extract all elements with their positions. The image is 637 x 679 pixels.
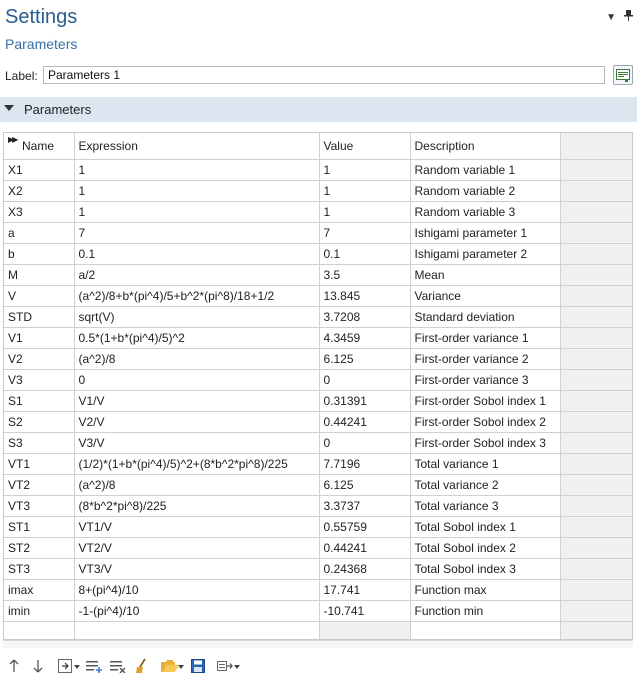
cell-name[interactable]: ST2 xyxy=(4,537,74,558)
cell-name[interactable]: imax xyxy=(4,579,74,600)
cell-expression[interactable]: (a^2)/8 xyxy=(74,474,319,495)
cell-name[interactable]: ST3 xyxy=(4,558,74,579)
cell-name[interactable]: V xyxy=(4,285,74,306)
table-row[interactable] xyxy=(4,243,633,264)
dropdown-arrow-icon[interactable]: ▼ xyxy=(606,11,616,23)
cell-filler xyxy=(560,579,633,600)
cell-filler xyxy=(560,600,633,621)
cell-description[interactable]: First-order Sobol index 3 xyxy=(410,432,560,453)
parameters-section-header[interactable] xyxy=(0,97,637,122)
cell-filler xyxy=(560,474,633,495)
cell-description[interactable]: Total variance 1 xyxy=(410,453,560,474)
cell-value: 3.3737 xyxy=(319,495,410,516)
label-caption: Label: xyxy=(5,69,38,83)
parameters-table xyxy=(3,132,633,640)
column-header-name[interactable]: ▶▶ Name xyxy=(4,133,74,159)
cell-value-empty xyxy=(319,621,410,640)
cell-filler xyxy=(560,348,633,369)
cell-filler xyxy=(560,432,633,453)
cell-description[interactable]: Random variable 1 xyxy=(410,159,560,180)
collapse-icon[interactable] xyxy=(4,105,14,111)
cell-value: 0 xyxy=(319,369,410,390)
cell-expression[interactable]: V1/V xyxy=(74,390,319,411)
cell-description[interactable]: First-order Sobol index 1 xyxy=(410,390,560,411)
cell-filler xyxy=(560,243,633,264)
cell-value: 0.1 xyxy=(319,243,410,264)
expand-columns-icon[interactable]: ▶▶ xyxy=(8,135,17,144)
cell-expression[interactable]: 8+(pi^4)/10 xyxy=(74,579,319,600)
cell-expression[interactable]: a/2 xyxy=(74,264,319,285)
delete-list-icon[interactable] xyxy=(108,656,128,676)
cell-value: 0.44241 xyxy=(319,411,410,432)
cell-filler xyxy=(560,621,633,640)
cell-name[interactable]: X1 xyxy=(4,159,74,180)
clear-icon[interactable] xyxy=(132,656,152,676)
cell-name[interactable]: X2 xyxy=(4,180,74,201)
cell-filler xyxy=(560,306,633,327)
cell-description-empty[interactable] xyxy=(410,621,560,640)
cell-filler xyxy=(560,390,633,411)
cell-value: 17.741 xyxy=(319,579,410,600)
cell-name[interactable]: V2 xyxy=(4,348,74,369)
table-row[interactable] xyxy=(4,306,633,327)
cell-value: 1 xyxy=(319,201,410,222)
column-header-description[interactable]: Description xyxy=(410,133,560,159)
cell-description[interactable]: Function max xyxy=(410,579,560,600)
cell-expression[interactable]: 1 xyxy=(74,201,319,222)
cell-expression[interactable]: VT3/V xyxy=(74,558,319,579)
cell-expression[interactable]: 0 xyxy=(74,369,319,390)
page-title: Settings xyxy=(5,6,78,28)
table-row[interactable] xyxy=(4,159,633,180)
cell-filler xyxy=(560,453,633,474)
table-row-empty[interactable] xyxy=(4,621,633,640)
cell-expression[interactable]: -1-(pi^4)/10 xyxy=(74,600,319,621)
cell-description[interactable]: Ishigami parameter 2 xyxy=(410,243,560,264)
label-input[interactable] xyxy=(43,66,605,84)
cell-description[interactable]: Standard deviation xyxy=(410,306,560,327)
table-toolbar xyxy=(4,655,240,677)
cell-description[interactable]: First-order variance 3 xyxy=(410,369,560,390)
cell-description[interactable]: Total variance 2 xyxy=(410,474,560,495)
cell-filler xyxy=(560,558,633,579)
cell-value: 7 xyxy=(319,222,410,243)
cell-expression[interactable]: VT1/V xyxy=(74,516,319,537)
cell-description[interactable]: First-order variance 1 xyxy=(410,327,560,348)
move-down-icon[interactable] xyxy=(28,656,48,676)
cell-description[interactable]: First-order variance 2 xyxy=(410,348,560,369)
cell-filler xyxy=(560,537,633,558)
table-row[interactable] xyxy=(4,411,633,432)
cell-expression[interactable]: 1 xyxy=(74,159,319,180)
cell-expression[interactable]: 1 xyxy=(74,180,319,201)
move-up-icon[interactable] xyxy=(4,656,24,676)
cell-value: 3.5 xyxy=(319,264,410,285)
cell-name[interactable]: V1 xyxy=(4,327,74,348)
table-row[interactable] xyxy=(4,222,633,243)
cell-filler xyxy=(560,411,633,432)
cell-value: 4.3459 xyxy=(319,327,410,348)
cell-value: 0 xyxy=(319,432,410,453)
cell-value: -10.741 xyxy=(319,600,410,621)
cell-filler xyxy=(560,201,633,222)
cell-filler xyxy=(560,264,633,285)
cell-value: 7.7196 xyxy=(319,453,410,474)
column-header-expression[interactable]: Expression xyxy=(74,133,319,159)
cell-expression[interactable]: 0.1 xyxy=(74,243,319,264)
table-row[interactable] xyxy=(4,201,633,222)
cell-name[interactable]: S3 xyxy=(4,432,74,453)
cell-filler xyxy=(560,516,633,537)
table-row[interactable] xyxy=(4,474,633,495)
cell-filler xyxy=(560,180,633,201)
table-row[interactable] xyxy=(4,348,633,369)
page-subtitle: Parameters xyxy=(5,36,78,52)
cell-expression[interactable]: (a^2)/8 xyxy=(74,348,319,369)
cell-filler xyxy=(560,285,633,306)
cell-expression[interactable]: V3/V xyxy=(74,432,319,453)
cell-value: 3.7208 xyxy=(319,306,410,327)
horizontal-scrollbar[interactable] xyxy=(3,640,633,648)
cell-name[interactable]: imin xyxy=(4,600,74,621)
column-header-filler xyxy=(560,133,633,159)
save-to-file-icon[interactable] xyxy=(188,656,208,676)
cell-filler xyxy=(560,222,633,243)
label-row xyxy=(0,66,637,86)
cell-description[interactable]: Total Sobol index 1 xyxy=(410,516,560,537)
cell-expression[interactable]: (a^2)/8+b*(pi^4)/5+b^2*(pi^8)/18+1/2 xyxy=(74,285,319,306)
cell-name[interactable]: S1 xyxy=(4,390,74,411)
cell-expression[interactable]: VT2/V xyxy=(74,537,319,558)
table-row[interactable] xyxy=(4,516,633,537)
cell-description[interactable]: Mean xyxy=(410,264,560,285)
cell-value: 1 xyxy=(319,180,410,201)
cell-value: 0.55759 xyxy=(319,516,410,537)
table-row[interactable] xyxy=(4,390,633,411)
cell-description[interactable]: Variance xyxy=(410,285,560,306)
cell-expression[interactable]: V2/V xyxy=(74,411,319,432)
cell-description[interactable]: Total Sobol index 3 xyxy=(410,558,560,579)
table-row[interactable] xyxy=(4,495,633,516)
cell-filler xyxy=(560,369,633,390)
export-icon[interactable] xyxy=(212,656,240,676)
section-title: Parameters xyxy=(24,102,92,117)
cell-description[interactable]: Random variable 3 xyxy=(410,201,560,222)
cell-filler xyxy=(560,159,633,180)
cell-expression[interactable]: 7 xyxy=(74,222,319,243)
cell-expression[interactable]: 0.5*(1+b*(pi^4)/5)^2 xyxy=(74,327,319,348)
cell-name[interactable]: VT1 xyxy=(4,453,74,474)
cell-filler xyxy=(560,327,633,348)
cell-name[interactable]: VT3 xyxy=(4,495,74,516)
cell-name[interactable]: ST1 xyxy=(4,516,74,537)
cell-expression-empty[interactable] xyxy=(74,621,319,640)
table-row[interactable] xyxy=(4,600,633,621)
cell-expression[interactable]: (8*b^2*pi^8)/225 xyxy=(74,495,319,516)
cell-name[interactable]: V3 xyxy=(4,369,74,390)
table-row[interactable] xyxy=(4,579,633,600)
cell-value: 13.845 xyxy=(319,285,410,306)
cell-value: 6.125 xyxy=(319,348,410,369)
cell-filler xyxy=(560,495,633,516)
cell-expression[interactable]: (1/2)*(1+b*(pi^4)/5)^2+(8*b^2*pi^8)/225 xyxy=(74,453,319,474)
cell-description[interactable]: Function min xyxy=(410,600,560,621)
cell-description[interactable]: Random variable 2 xyxy=(410,180,560,201)
load-from-file-icon[interactable] xyxy=(156,656,184,676)
cell-description[interactable]: Total Sobol index 2 xyxy=(410,537,560,558)
cell-name[interactable]: X3 xyxy=(4,201,74,222)
table-row[interactable] xyxy=(4,537,633,558)
cell-value: 0.44241 xyxy=(319,537,410,558)
header-icons xyxy=(606,10,633,24)
cell-name-empty[interactable] xyxy=(4,621,74,640)
cell-name[interactable]: S2 xyxy=(4,411,74,432)
cell-value: 0.31391 xyxy=(319,390,410,411)
cell-description[interactable]: Ishigami parameter 1 xyxy=(410,222,560,243)
cell-name[interactable]: M xyxy=(4,264,74,285)
table-row[interactable] xyxy=(4,264,633,285)
cell-name[interactable]: STD xyxy=(4,306,74,327)
cell-name[interactable]: b xyxy=(4,243,74,264)
table-row[interactable] xyxy=(4,180,633,201)
label-settings-button[interactable] xyxy=(613,65,633,85)
cell-description[interactable]: Total variance 3 xyxy=(410,495,560,516)
cell-name[interactable]: a xyxy=(4,222,74,243)
table-row[interactable] xyxy=(4,369,633,390)
cell-value: 0.24368 xyxy=(319,558,410,579)
table-row[interactable] xyxy=(4,285,633,306)
cell-value: 1 xyxy=(319,159,410,180)
table-row[interactable] xyxy=(4,558,633,579)
cell-description[interactable]: First-order Sobol index 2 xyxy=(410,411,560,432)
table-row[interactable] xyxy=(4,327,633,348)
cell-name[interactable]: VT2 xyxy=(4,474,74,495)
column-header-value[interactable]: Value xyxy=(319,133,410,159)
pin-icon[interactable] xyxy=(624,10,633,24)
cell-value: 6.125 xyxy=(319,474,410,495)
edit-label-icon xyxy=(616,69,630,82)
add-list-icon[interactable] xyxy=(84,656,104,676)
table-row[interactable] xyxy=(4,453,633,474)
table-header-row xyxy=(4,133,633,159)
table-row[interactable] xyxy=(4,432,633,453)
insert-icon[interactable] xyxy=(52,656,80,676)
cell-expression[interactable]: sqrt(V) xyxy=(74,306,319,327)
